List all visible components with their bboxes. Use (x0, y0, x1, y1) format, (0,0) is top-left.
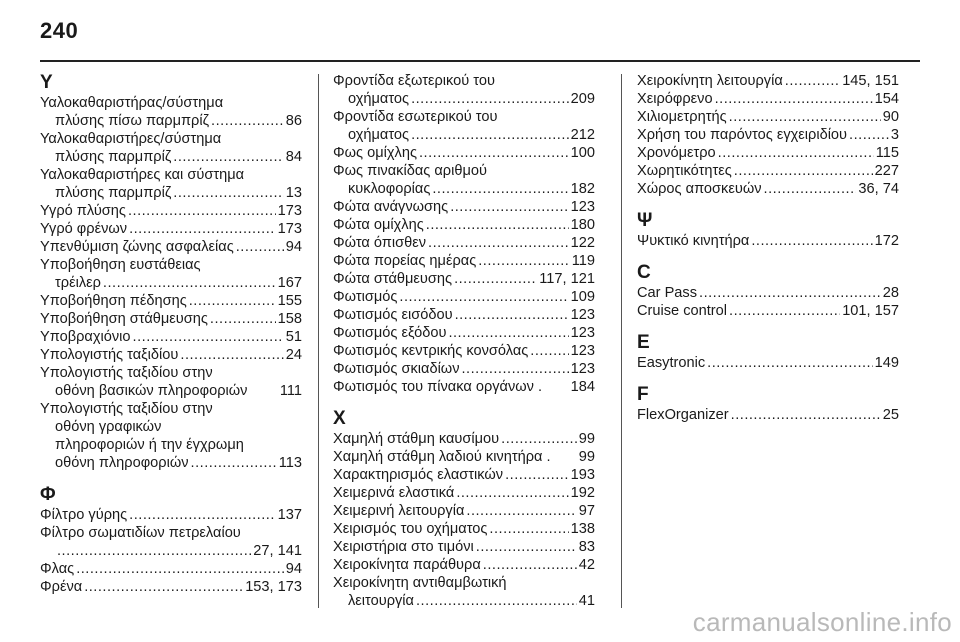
dot-leader (764, 180, 857, 198)
dot-leader (236, 238, 284, 256)
column-divider (318, 74, 319, 608)
index-entry-line (40, 202, 302, 220)
index-entry (333, 324, 595, 342)
index-entry-line (637, 108, 899, 126)
index-page-ref: 155 (277, 293, 302, 309)
index-letter-heading: Χ (333, 408, 346, 429)
index-page-ref: 101, 157 (842, 303, 899, 319)
index-entry-text: Χειμερινή λειτουργία (333, 503, 465, 519)
index-entry-text: Υπολογιστής ταξιδίου (40, 347, 179, 363)
index-page-ref: 123 (570, 307, 595, 323)
index-entry-text: Υποβοήθηση ευστάθειας (40, 257, 201, 273)
index-entry-line (637, 126, 899, 144)
index-entry (40, 578, 302, 596)
index-page-ref: 115 (875, 145, 899, 161)
dot-leader (411, 90, 569, 108)
index-entry (40, 94, 302, 130)
index-page-ref: 212 (570, 127, 595, 143)
header-rule (40, 60, 920, 62)
index-entry-text: κυκλοφορίας (348, 181, 431, 197)
dot-leader (734, 162, 873, 180)
index-entry-text: Υαλοκαθαριστήρας/σύστημα (40, 95, 224, 111)
dot-leader (103, 274, 276, 292)
dot-leader (448, 324, 568, 342)
dot-leader (191, 454, 277, 472)
index-page-ref: 123 (570, 325, 595, 341)
index-entry (333, 430, 595, 448)
index-page-ref: 192 (570, 485, 595, 501)
dot-leader (489, 520, 568, 538)
index-entry (637, 126, 899, 144)
index-entry-line (333, 520, 595, 538)
index-page-ref: 109 (570, 289, 595, 305)
index-entry-line (40, 578, 302, 596)
index-page-ref: 28 (882, 285, 899, 301)
index-page-ref: 117, 121 (539, 271, 595, 287)
index-entry-text: Υπολογιστής ταξιδίου στην (40, 401, 213, 417)
index-page-ref: 113 (278, 455, 302, 471)
index-page-ref: 138 (570, 521, 595, 537)
dot-leader (210, 310, 276, 328)
dot-leader (426, 216, 569, 234)
dot-leader (729, 302, 840, 320)
dot-leader (129, 220, 276, 238)
index-entry (40, 202, 302, 220)
index-entry (333, 306, 595, 324)
index-entry-text: Χαμηλή στάθμη λαδιού κινητήρα . (333, 449, 551, 465)
index-entry-line (333, 342, 595, 360)
index-entry (637, 406, 899, 424)
index-entry (333, 448, 595, 466)
index-page-ref: 86 (285, 113, 302, 129)
index-entry-text: Χρήση του παρόντος εγχειριδίου (637, 127, 848, 143)
dot-leader (128, 202, 276, 220)
index-entry-text: οθόνη βασικών πληροφοριών (55, 383, 248, 399)
index-entry (40, 166, 302, 202)
dot-leader (173, 184, 284, 202)
index-entry-text: πλύσης πίσω παρμπρίζ (55, 113, 210, 129)
index-entry (333, 502, 595, 520)
index-page-ref: 182 (570, 181, 595, 197)
index-entry-text: Φώτα πορείας ημέρας (333, 253, 477, 269)
index-entry-text: Υποβραχιόνιο (40, 329, 131, 345)
index-page-ref: 184 (570, 379, 595, 395)
index-entry-line (333, 270, 595, 288)
index-entry-line (40, 454, 302, 472)
index-page-ref: 3 (890, 127, 899, 143)
index-entry-text: Υαλοκαθαριστήρες και σύστημα (40, 167, 245, 183)
index-entry-line (333, 448, 595, 466)
index-entry (40, 506, 302, 524)
index-entry-text: Χιλιομετρητής (637, 109, 727, 125)
index-entry-line (333, 234, 595, 252)
dot-leader (133, 328, 284, 346)
index-page-ref: 83 (578, 539, 595, 555)
index-page-ref: 172 (874, 233, 899, 249)
index-entry-line (333, 378, 595, 396)
index-page-ref: 51 (285, 329, 302, 345)
index-entry-line (333, 324, 595, 342)
index-entry-text: πληροφοριών ή την έγχρωμη (55, 437, 244, 453)
index-page-ref: 154 (874, 91, 899, 107)
index-entry (333, 252, 595, 270)
index-entry-text: Υπενθύμιση ζώνης ασφαλείας (40, 239, 234, 255)
index-entry-line (40, 220, 302, 238)
index-page-ref: 36, 74 (858, 181, 899, 197)
index-entry (333, 72, 595, 108)
index-entry-text: Cruise control (637, 303, 728, 319)
dot-leader (849, 126, 889, 144)
index-entry-line (333, 538, 595, 556)
index-entry (333, 538, 595, 556)
index-entry-text: Χειροκίνητη λειτουργία (637, 73, 783, 89)
dot-leader (731, 406, 881, 424)
index-entry-text: Χειροκίνητα παράθυρα (333, 557, 481, 573)
index-page-ref: 94 (285, 561, 302, 577)
index-entry-text: οχήματος (348, 127, 410, 143)
index-letter-heading: Υ (40, 72, 53, 93)
dot-leader (189, 292, 276, 310)
page-number: 240 (40, 18, 79, 43)
index-entry (637, 72, 899, 90)
dot-leader (180, 346, 283, 364)
index-entry-text: Χειριστήρια στο τιμόνι (333, 539, 474, 555)
index-entry-line (333, 484, 595, 502)
index-entry (637, 144, 899, 162)
index-entry-line (333, 592, 595, 610)
index-entry (333, 520, 595, 538)
index-entry-line (637, 72, 899, 90)
index-entry (637, 180, 899, 198)
index-entry-text: Φωτισμός (333, 289, 398, 305)
index-entry-text: οθόνη γραφικών (55, 419, 162, 435)
index-entry-text: Φροντίδα εσωτερικού του (333, 109, 498, 125)
index-entry (333, 234, 595, 252)
index-letter-heading: C (637, 262, 651, 283)
index-page-ref: 180 (570, 217, 595, 233)
index-letter-heading: Ψ (637, 210, 653, 231)
index-entry-text: Φωτισμός σκιαδίων (333, 361, 460, 377)
dot-leader (399, 288, 568, 306)
index-entry-line (40, 328, 302, 346)
index-page-ref: 122 (570, 235, 595, 251)
index-entry-line (333, 144, 595, 162)
index-entry-text: Χαμηλή στάθμη καυσίμου (333, 431, 500, 447)
index-entry-text: πλύσης παρμπρίζ (55, 185, 172, 201)
index-entry-line (333, 306, 595, 324)
dot-leader (785, 72, 840, 90)
index-page-ref: 42 (578, 557, 595, 573)
index-page-ref: 173 (277, 203, 302, 219)
dot-leader (707, 354, 873, 372)
dot-leader (505, 466, 569, 484)
index-page-ref: 84 (285, 149, 302, 165)
index-entry-text: Φως πινακίδας αριθμού (333, 163, 487, 179)
index-entry-line (333, 556, 595, 574)
index-entry-line (40, 560, 302, 578)
watermark: carmanualsonline.info (692, 607, 952, 637)
index-page-ref: 97 (578, 503, 595, 519)
index-page-ref: 193 (570, 467, 595, 483)
index-letter-heading: E (637, 332, 650, 353)
index-entry-text: Υποβοήθηση πέδησης (40, 293, 187, 309)
index-page-ref: 123 (570, 361, 595, 377)
index-page-ref: 90 (882, 109, 899, 125)
index-entry-text: πλύσης παρμπρίζ (55, 149, 172, 165)
index-entry-text: Φλας (40, 561, 75, 577)
index-entry (40, 400, 302, 472)
index-entry-text: Υπολογιστής ταξιδίου στην (40, 365, 213, 381)
index-entry-line (40, 506, 302, 524)
index-entry-line (333, 180, 595, 198)
index-entry-line (637, 144, 899, 162)
index-entry-text: Φωτισμός κεντρικής κονσόλας (333, 343, 529, 359)
dot-leader (416, 592, 577, 610)
index-entry-text: Χειρόφρενο (637, 91, 713, 107)
column-divider (621, 74, 622, 608)
index-entry-line (40, 148, 302, 166)
index-entry (40, 560, 302, 578)
index-page-ref: 173 (277, 221, 302, 237)
index-entry (40, 524, 302, 560)
dot-leader (211, 112, 284, 130)
index-page-ref: 153, 173 (245, 579, 302, 595)
index-page-ref: 111 (279, 383, 302, 399)
index-entry (637, 302, 899, 320)
index-page-ref: 123 (570, 343, 595, 359)
index-entry (333, 360, 595, 378)
dot-leader (483, 556, 577, 574)
index-entry-line (637, 90, 899, 108)
index-entry-text: Χώρος αποσκευών (637, 181, 762, 197)
index-entry (333, 144, 595, 162)
index-entry (40, 292, 302, 310)
index-entry-text: τρέιλερ (55, 275, 101, 291)
index-page-ref: 27, 141 (253, 543, 302, 559)
index-entry-text: Φώτα όπισθεν (333, 235, 427, 251)
index-entry (333, 270, 595, 288)
index-entry (40, 310, 302, 328)
index-entry (637, 90, 899, 108)
index-entry (637, 354, 899, 372)
dot-leader (718, 144, 874, 162)
index-entry-text: Φροντίδα εξωτερικού του (333, 73, 495, 89)
index-entry-text: Easytronic (637, 355, 706, 371)
index-page-ref: 99 (578, 431, 595, 447)
index-entry (40, 130, 302, 166)
index-entry-text: FlexOrganizer (637, 407, 729, 423)
dot-leader (76, 560, 284, 578)
index-entry-text: λειτουργία (348, 593, 414, 609)
index-column-2 (333, 72, 595, 610)
dot-leader (428, 234, 569, 252)
dot-leader (455, 306, 569, 324)
index-entry-text: Car Pass (637, 285, 698, 301)
index-entry-text: Φίλτρο σωματιδίων πετρελαίου (40, 525, 241, 541)
index-entry-text: Φωτισμός του πίνακα οργάνων . (333, 379, 543, 395)
index-entry-line (333, 430, 595, 448)
dot-leader (129, 506, 275, 524)
index-entry-text: Φωτισμός εισόδου (333, 307, 453, 323)
dot-leader (419, 144, 569, 162)
index-column-3 (637, 72, 899, 424)
index-page-ref: 227 (874, 163, 899, 179)
dot-leader (454, 270, 537, 288)
dot-leader (173, 148, 284, 166)
index-entry-line (637, 162, 899, 180)
dot-leader (456, 484, 568, 502)
index-letter-heading: Φ (40, 484, 56, 505)
index-entry-line (40, 112, 302, 130)
index-page-ref: 149 (874, 355, 899, 371)
dot-leader (432, 180, 568, 198)
index-entry-line (40, 346, 302, 364)
index-entry-line (40, 292, 302, 310)
index-page-ref: 94 (285, 239, 302, 255)
index-entry-line (40, 238, 302, 256)
index-entry (333, 162, 595, 198)
index-entry-text: Χειροκίνητη αντιθαμβωτική (333, 575, 507, 591)
index-entry-line (333, 288, 595, 306)
index-entry-text: Χαρακτηρισμός ελαστικών (333, 467, 504, 483)
index-page-ref: 119 (571, 253, 595, 269)
index-entry-line (40, 382, 302, 400)
index-entry-line (40, 274, 302, 292)
dot-leader (729, 108, 881, 126)
index-entry-text: οθόνη πληροφοριών (55, 455, 189, 471)
index-entry-text: Υγρό φρένων (40, 221, 128, 237)
index-entry (40, 238, 302, 256)
index-page-ref: 137 (277, 507, 302, 523)
index-entry (333, 288, 595, 306)
index-entry-line (333, 502, 595, 520)
dot-leader (450, 198, 568, 216)
index-entry (333, 342, 595, 360)
index-entry (637, 232, 899, 250)
dot-leader (57, 542, 251, 560)
index-entry-text: Φρένα (40, 579, 83, 595)
index-column-1 (40, 72, 302, 596)
index-page-ref: 99 (578, 449, 595, 465)
index-page-ref: 123 (570, 199, 595, 215)
index-page-ref: 25 (882, 407, 899, 423)
index-entry (333, 108, 595, 144)
index-entry (333, 574, 595, 610)
index-entry-text: Ψυκτικό κινητήρα (637, 233, 750, 249)
dot-leader (411, 126, 569, 144)
index-entry-line (333, 466, 595, 484)
index-entry (637, 284, 899, 302)
index-entry-text: Υποβοήθηση στάθμευσης (40, 311, 208, 327)
dot-leader (466, 502, 576, 520)
dot-leader (476, 538, 577, 556)
index-entry-line (333, 126, 595, 144)
index-entry (637, 162, 899, 180)
index-entry-line (637, 180, 899, 198)
dot-leader (84, 578, 243, 596)
index-entry-line (637, 232, 899, 250)
index-entry (333, 198, 595, 216)
index-entry-text: Φώτα ομίχλης (333, 217, 424, 233)
dot-leader (501, 430, 577, 448)
index-entry-line (637, 406, 899, 424)
index-page-ref: 145, 151 (842, 73, 899, 89)
index-entry-line (40, 542, 302, 560)
index-entry (40, 256, 302, 292)
index-page-ref: 158 (277, 311, 302, 327)
index-page-ref: 13 (285, 185, 302, 201)
index-entry (333, 216, 595, 234)
index-entry-line (333, 252, 595, 270)
index-entry-line (333, 90, 595, 108)
index-entry-text: Φίλτρο γύρης (40, 507, 128, 523)
index-page-ref: 167 (277, 275, 302, 291)
index-entry-line (333, 198, 595, 216)
dot-leader (462, 360, 569, 378)
index-entry-line (637, 354, 899, 372)
dot-leader (530, 342, 568, 360)
index-page-ref: 209 (570, 91, 595, 107)
index-entry (333, 466, 595, 484)
index-page-ref: 24 (285, 347, 302, 363)
index-entry-text: Φως ομίχλης (333, 145, 417, 161)
index-entry-line (40, 184, 302, 202)
dot-leader (751, 232, 872, 250)
index-entry-text: Υαλοκαθαριστήρες/σύστημα (40, 131, 222, 147)
index-entry-line (333, 360, 595, 378)
index-entry-text: Χειρισμός του οχήματος (333, 521, 488, 537)
index-entry (637, 108, 899, 126)
index-entry (40, 364, 302, 400)
index-entry-text: Φώτα στάθμευσης (333, 271, 453, 287)
index-entry-line (637, 302, 899, 320)
index-entry-line (333, 216, 595, 234)
index-entry-text: Χειμερινά ελαστικά (333, 485, 455, 501)
index-entry (333, 556, 595, 574)
index-entry (333, 378, 595, 396)
index-entry-text: Χρονόμετρο (637, 145, 716, 161)
index-entry-line (637, 284, 899, 302)
index-entry (40, 328, 302, 346)
index-entry (40, 346, 302, 364)
index-entry-text: Φωτισμός εξόδου (333, 325, 447, 341)
index-page-ref: 41 (578, 593, 595, 609)
index-entry-line (40, 310, 302, 328)
index-entry (333, 484, 595, 502)
index-entry-text: οχήματος (348, 91, 410, 107)
index-entry-text: Χωρητικότητες (637, 163, 732, 179)
dot-leader (715, 90, 873, 108)
index-entry (40, 220, 302, 238)
index-entry-text: Υγρό πλύσης (40, 203, 126, 219)
index-page-ref: 100 (570, 145, 595, 161)
index-entry-text: Φώτα ανάγνωσης (333, 199, 449, 215)
dot-leader (478, 252, 569, 270)
dot-leader (699, 284, 881, 302)
index-letter-heading: F (637, 384, 649, 405)
